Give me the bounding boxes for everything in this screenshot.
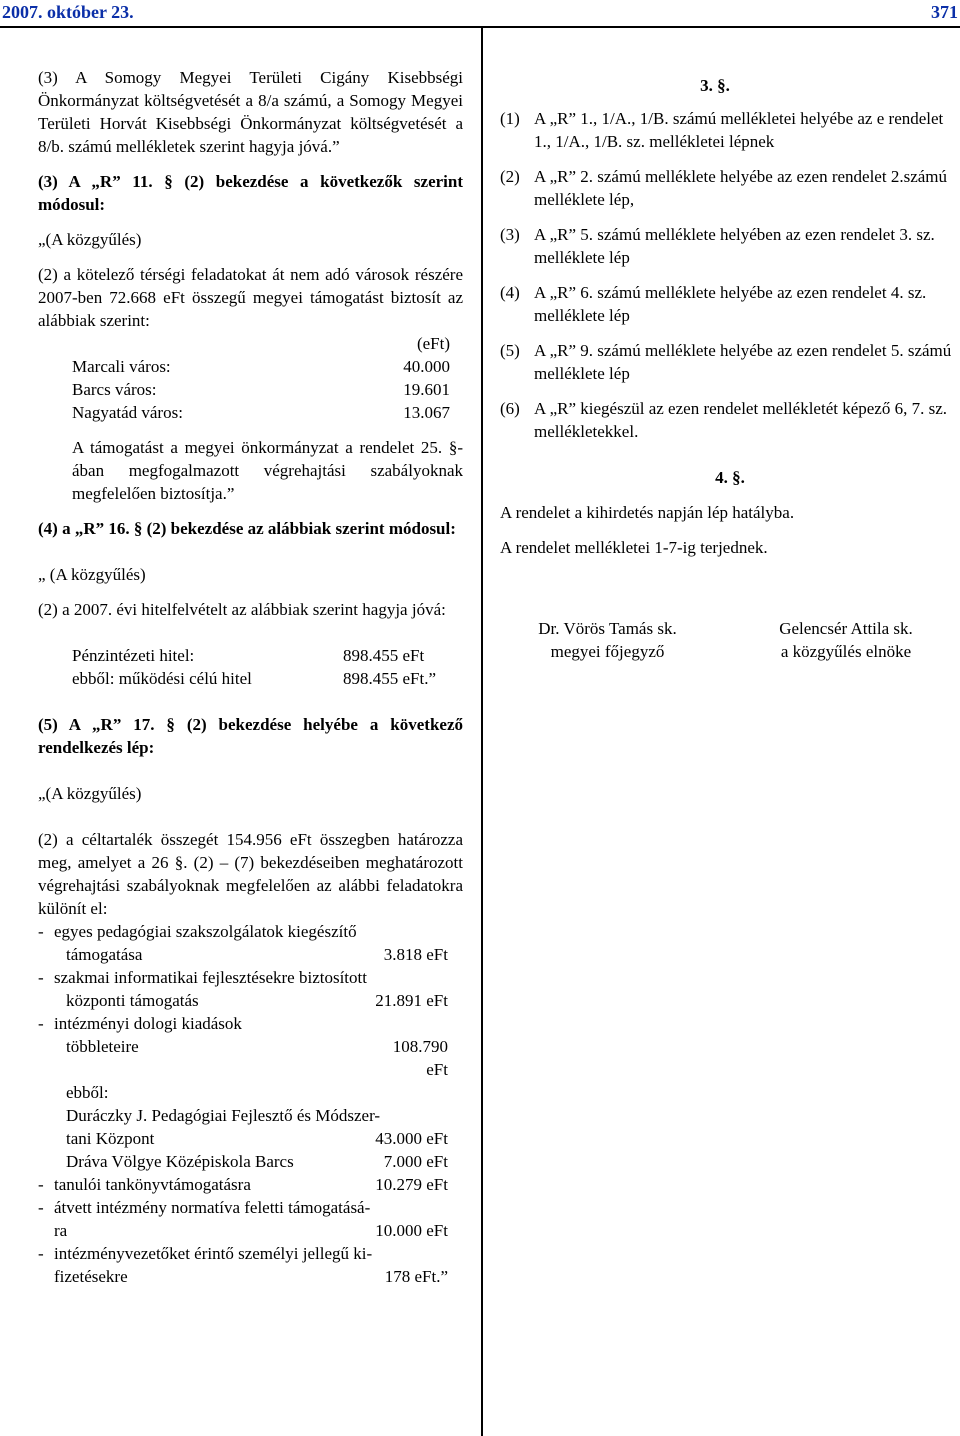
signer-title: megyei főjegyző xyxy=(550,642,665,661)
item-value: 3.818 eFt xyxy=(383,945,448,964)
column-divider xyxy=(481,26,483,1436)
section-heading-11: (3) A „R” 11. § (2) bekezdése a következők szerint módosul: xyxy=(38,172,463,214)
item-text: ra xyxy=(54,1221,68,1240)
item-value: 10.000 eFt xyxy=(375,1221,448,1240)
list-item xyxy=(500,223,960,269)
item-text: A „R” 2. számú melléklete helyébe az ezen rendelet 2.számú melléklete lép, xyxy=(534,167,948,209)
item-text: A „R” 6. számú melléklete helyébe az ezen rendelet 4. sz. melléklete lép xyxy=(534,283,927,325)
section-heading-17: (5) A „R” 17. § (2) bekezdése helyébe a következő rendelkezés lép: xyxy=(38,715,463,757)
item-value: 21.891 eFt xyxy=(375,991,448,1010)
right-column xyxy=(500,74,960,663)
item-number: (4) xyxy=(500,283,520,302)
signature-block xyxy=(500,617,960,663)
paragraph-2-credit: (2) a 2007. évi hitelfelvételt az alábbiak szerint hagyja jóvá: xyxy=(38,600,446,619)
list-item: - tanulói tankönyvtámogatásra 10.279 eFt xyxy=(38,1173,463,1196)
section-3-heading: 3. §. xyxy=(700,76,730,95)
paragraph-2-cities: (2) a kötelező térségi feladatokat át nem adó városok részére 2007-ben 72.668 eFt összegű megyei támogatást biztosít az alábbiak szerint: xyxy=(38,265,463,330)
unit-label: (eFt) xyxy=(416,334,450,353)
annexes-text: A rendelet mellékletei 1-7-ig terjednek. xyxy=(500,538,768,557)
ebbol-label: ebből: xyxy=(66,1083,109,1102)
quote-assembly: „ (A közgyűlés) xyxy=(38,565,146,584)
item-number: (3) xyxy=(500,225,520,244)
item-text: A „R” 9. számú melléklete helyébe az ezen rendelet 5. számú melléklete lép xyxy=(534,341,952,383)
table-row xyxy=(72,667,463,690)
item-value: 178 eFt.” xyxy=(384,1267,448,1286)
item-text: intézményi dologi kiadások xyxy=(54,1014,242,1033)
item-number: (6) xyxy=(500,399,520,418)
item-text: központi támogatás xyxy=(66,991,199,1010)
credit-value: 898.455 eFt.” xyxy=(343,669,437,688)
quote-assembly: „(A közgyűlés) xyxy=(38,230,142,249)
effective-date-text: A rendelet a kihirdetés napján lép hatályba. xyxy=(500,503,795,522)
item-number: (5) xyxy=(500,341,520,360)
item-text: A „R” 5. számú melléklete helyében az ezen rendelet 3. sz. melléklete lép xyxy=(534,225,935,267)
credit-label: ebből: működési célú hitel xyxy=(72,669,252,688)
city-name: Nagyatád város: xyxy=(72,403,183,422)
section-heading-16: (4) a „R” 16. § (2) bekezdése az alábbiak szerint módosul: xyxy=(38,519,456,538)
city-value: 40.000 xyxy=(403,357,450,376)
signer-name: Gelencsér Attila sk. xyxy=(779,619,913,638)
item-text: egyes pedagógiai szakszolgálatok kiegészítő xyxy=(54,922,357,941)
list-item: - intézményvezetőket érintő személyi jellegű ki- fizetésekre 178 eFt.” xyxy=(38,1242,463,1288)
list-item: - egyes pedagógiai szakszolgálatok kiegészítő támogatása 3.818 eFt xyxy=(38,920,463,966)
sub-item-text: Dráva Völgye Középiskola Barcs xyxy=(66,1152,294,1171)
item-number: (1) xyxy=(500,109,520,128)
list-item: - átvett intézmény normatíva feletti támogatásá- ra 10.000 eFt xyxy=(38,1196,463,1242)
item-text: szakmai informatikai fejlesztésekre biztosított xyxy=(54,968,367,987)
sub-item-value: 7.000 eFt xyxy=(383,1152,448,1171)
city-name: Barcs város: xyxy=(72,380,157,399)
paragraph-3-minority: (3) A Somogy Megyei Területi Cigány Kisebbségi Önkormányzat költségvetését a 8/a számú, a Somogy Megyei Területi Horvát Kisebbségi Önkormányzat költségvetését a 8/b. számú mellékletek szerint hagyja jóvá.” xyxy=(38,68,463,156)
item-text: átvett intézmény normatíva feletti támogatásá- xyxy=(54,1198,371,1217)
signer-name: Dr. Vörös Tamás sk. xyxy=(538,619,677,638)
signature-notary xyxy=(500,617,715,663)
reserve-list xyxy=(38,920,463,1288)
item-text: többleteire xyxy=(66,1037,139,1056)
list-item xyxy=(500,107,960,153)
paragraph-2-reserve: (2) a céltartalék összegét 154.956 eFt összegben határozza meg, amelyet a 26 §. (2) – (7) bekezdéseiben meghatározott végrehajtási szabályoknak megfelelően az alábbi feladatokra különít el: xyxy=(38,830,463,918)
sub-item-text: tani Központ xyxy=(66,1129,155,1148)
sub-item-text: Duráczky J. Pedagógiai Fejlesztő és Módszer- xyxy=(66,1106,381,1125)
signer-title: a közgyűlés elnöke xyxy=(780,642,912,661)
support-note: A támogatást a megyei önkormányzat a rendelet 25. §-ában megfogalmazott végrehajtási szabályoknak megfelelően biztosítja.” xyxy=(72,438,463,503)
city-value: 13.067 xyxy=(403,403,450,422)
item-text: A „R” kiegészül az ezen rendelet mellékletét képező 6, 7. sz. mellékletekkel. xyxy=(534,399,948,441)
item-value: 10.279 eFt xyxy=(375,1175,448,1194)
issue-date: 2007. október 23. xyxy=(2,2,134,22)
page-header xyxy=(0,0,960,26)
header-rule xyxy=(0,26,960,28)
city-name: Marcali város: xyxy=(72,357,171,376)
quote-assembly: „(A közgyűlés) xyxy=(38,784,142,803)
table-row xyxy=(72,644,463,667)
credit-value: 898.455 eFt xyxy=(343,646,425,665)
signature-president xyxy=(746,617,946,663)
list-item xyxy=(500,165,960,211)
table-row xyxy=(72,401,463,424)
credit-table xyxy=(38,644,463,690)
item-text: intézményvezetőket érintő személyi jellegű ki- xyxy=(54,1244,373,1263)
item-text: fizetésekre xyxy=(54,1267,128,1286)
page-number: 371 xyxy=(931,2,958,22)
city-value: 19.601 xyxy=(403,380,450,399)
table-row xyxy=(72,355,463,378)
list-item: - intézményi dologi kiadások többleteire 108.790 eFt ebből: Duráczky J. Pedagógiai Fejlesztő és Módszer- tani Központ 43.000 eFt Dráva Völgye Középiskola Barcs 7.000 eFt xyxy=(38,1012,463,1173)
list-item xyxy=(500,339,960,385)
left-column xyxy=(38,66,463,1288)
item-number: (2) xyxy=(500,167,520,186)
list-item: - szakmai informatikai fejlesztésekre biztosított központi támogatás 21.891 eFt xyxy=(38,966,463,1012)
section-4-heading: 4. §. xyxy=(715,468,745,487)
sub-item-value: 43.000 eFt xyxy=(375,1129,448,1148)
table-row xyxy=(72,378,463,401)
list-item xyxy=(500,397,960,443)
credit-label: Pénzintézeti hitel: xyxy=(72,646,195,665)
item-value: 108.790 eFt xyxy=(392,1037,448,1079)
item-text: támogatása xyxy=(66,945,143,964)
list-item xyxy=(500,281,960,327)
item-text: A „R” 1., 1/A., 1/B. számú mellékletei helyébe az e rendelet 1., 1/A., 1/B. sz. mellékletei lépnek xyxy=(534,109,944,151)
cities-table xyxy=(38,332,463,505)
item-text: tanulói tankönyvtámogatásra xyxy=(54,1175,251,1194)
